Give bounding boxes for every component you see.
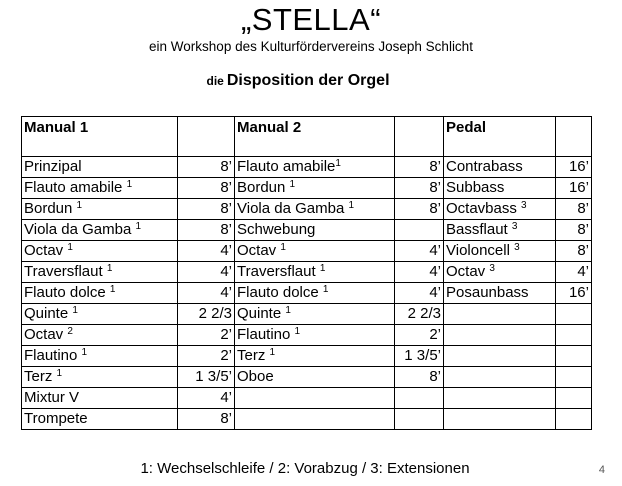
footnote-marker: 1 xyxy=(135,221,142,232)
footage-cell: 8’ xyxy=(395,367,444,388)
table-row xyxy=(22,304,592,325)
footnote-marker: 1 xyxy=(280,242,286,253)
stop-name-cell xyxy=(444,241,556,262)
header-footage-3 xyxy=(556,117,592,157)
stop-name-cell xyxy=(22,367,178,388)
footnote-marker: 2 xyxy=(67,326,73,337)
stop-name-cell xyxy=(235,262,395,283)
stop-name-cell xyxy=(22,346,178,367)
stop-name-cell xyxy=(22,241,178,262)
document-subtitle: ein Workshop des Kulturfördervereins Joseph Schlicht xyxy=(149,39,473,54)
footnote-marker: 3 xyxy=(521,200,527,211)
footage-cell: 4’ xyxy=(395,262,444,283)
stop-name-cell xyxy=(235,199,395,220)
footage-cell: 4’ xyxy=(178,241,235,262)
stop-name-cell xyxy=(235,325,395,346)
stop-name-cell xyxy=(444,220,556,241)
stop-name-cell xyxy=(235,304,395,325)
table-row xyxy=(22,409,592,430)
stop-name-cell xyxy=(235,220,395,241)
stop-name: Terz xyxy=(237,347,270,364)
footnote-marker: 1 xyxy=(81,347,88,358)
footage-cell: 8’ xyxy=(178,157,235,178)
stop-name: Quinte xyxy=(24,305,73,322)
footage-cell: 4’ xyxy=(556,262,592,283)
footnote-marker: 3 xyxy=(489,263,495,274)
stop-name: Subbass xyxy=(446,179,505,196)
footage-cell xyxy=(395,220,444,241)
stop-name: Bordun xyxy=(24,200,77,217)
footage-cell xyxy=(556,409,592,430)
stop-name-cell xyxy=(22,220,178,241)
stop-name: Flauto amabile xyxy=(24,179,127,196)
stop-name: Traversflaut xyxy=(24,263,107,280)
footage-cell xyxy=(556,388,592,409)
stop-name: Flauto amabile xyxy=(237,158,336,175)
table-header-row xyxy=(22,117,592,157)
header-footage-1 xyxy=(178,117,235,157)
stop-name: Flautino xyxy=(24,347,82,364)
section-heading xyxy=(0,71,596,91)
footnote-marker: 1 xyxy=(285,305,291,316)
stop-name-cell xyxy=(22,304,178,325)
footage-cell: 1 3/5’ xyxy=(178,367,235,388)
stop-name-cell xyxy=(22,283,178,304)
stop-name-cell xyxy=(235,388,395,409)
footnote-marker: 1 xyxy=(109,284,116,295)
footnote-marker: 1 xyxy=(335,158,341,169)
stop-name-cell xyxy=(444,157,556,178)
stop-name-cell xyxy=(235,178,395,199)
stop-name-cell xyxy=(235,346,395,367)
stop-name: Traversflaut xyxy=(237,263,320,280)
table-row xyxy=(22,367,592,388)
header-manual-1: Manual 1 xyxy=(22,117,178,157)
footage-cell: 2 2/3 xyxy=(178,304,235,325)
page-number: 4 xyxy=(598,464,605,476)
footage-cell: 2 2/3 xyxy=(395,304,444,325)
stop-name: Mixtur V xyxy=(24,389,80,406)
footnote-marker: 1 xyxy=(294,326,301,337)
footnote-marker: 1 xyxy=(126,179,133,190)
footage-cell: 2’ xyxy=(178,346,235,367)
table-row xyxy=(22,346,592,367)
stop-name: Violoncell xyxy=(446,242,515,259)
stop-name-cell xyxy=(444,325,556,346)
stop-name-cell xyxy=(22,178,178,199)
table-row xyxy=(22,283,592,304)
footage-cell: 8’ xyxy=(178,409,235,430)
footnote-marker: 1 xyxy=(348,200,355,211)
footage-cell: 8’ xyxy=(178,220,235,241)
stop-name-cell xyxy=(444,199,556,220)
footnote-marker: 1 xyxy=(76,200,83,211)
footnote-marker: 1 xyxy=(269,347,276,358)
footage-cell xyxy=(556,346,592,367)
stop-name-cell xyxy=(444,283,556,304)
footage-cell: 4’ xyxy=(178,283,235,304)
stop-name: Quinte xyxy=(237,305,286,322)
stop-name-cell xyxy=(22,388,178,409)
table-row xyxy=(22,157,592,178)
footage-cell: 16’ xyxy=(556,178,592,199)
header-pedal: Pedal xyxy=(444,117,556,157)
stop-name-cell xyxy=(235,283,395,304)
stop-name-cell xyxy=(444,367,556,388)
footnote-marker: 1 xyxy=(67,242,73,253)
stop-name-cell xyxy=(22,262,178,283)
footage-cell: 8’ xyxy=(178,178,235,199)
footage-cell: 8’ xyxy=(178,199,235,220)
footnote-marker: 1 xyxy=(319,263,326,274)
stop-name: Octav xyxy=(24,242,68,259)
stop-name: Schwebung xyxy=(237,221,316,238)
disposition-table xyxy=(21,116,592,430)
disposition-table-body xyxy=(22,117,592,430)
header-footage-2 xyxy=(395,117,444,157)
footnote-marker: 3 xyxy=(514,242,520,253)
footage-cell: 8’ xyxy=(556,241,592,262)
stop-name: Viola da Gamba xyxy=(24,221,136,238)
footage-cell: 4’ xyxy=(395,283,444,304)
footage-cell: 8’ xyxy=(395,199,444,220)
footage-cell: 2’ xyxy=(395,325,444,346)
footage-cell: 4’ xyxy=(395,241,444,262)
table-row xyxy=(22,178,592,199)
footnote-marker: 1 xyxy=(56,368,63,379)
footage-cell: 1 3/5’ xyxy=(395,346,444,367)
footage-cell: 8’ xyxy=(556,199,592,220)
table-row xyxy=(22,199,592,220)
stop-name-cell xyxy=(444,346,556,367)
footnote-marker: 1 xyxy=(72,305,78,316)
stop-name-cell xyxy=(444,178,556,199)
stop-name: Terz xyxy=(24,368,57,385)
header-manual-2: Manual 2 xyxy=(235,117,395,157)
stop-name-cell xyxy=(22,409,178,430)
stop-name: Octavbass xyxy=(446,200,522,217)
footnote: 1: Wechselschleife / 2: Vorabzug / 3: Extensionen xyxy=(140,460,470,477)
document-title: „STELLA“ xyxy=(240,2,382,37)
stop-name-cell xyxy=(444,409,556,430)
stop-name-cell xyxy=(235,157,395,178)
stop-name-cell xyxy=(22,157,178,178)
stop-name-cell xyxy=(22,199,178,220)
footnote-marker: 1 xyxy=(289,179,296,190)
stop-name: Prinzipal xyxy=(24,158,82,175)
stop-name: Flautino xyxy=(237,326,295,343)
stop-name-cell xyxy=(444,262,556,283)
table-row xyxy=(22,220,592,241)
stop-name-cell xyxy=(444,388,556,409)
stop-name: Flauto dolce xyxy=(237,284,323,301)
table-row xyxy=(22,262,592,283)
heading-main: Disposition der Orgel xyxy=(226,72,390,89)
footage-cell: 4’ xyxy=(178,262,235,283)
footnote-marker: 1 xyxy=(106,263,113,274)
table-row xyxy=(22,388,592,409)
stop-name: Flauto dolce xyxy=(24,284,110,301)
stop-name-cell xyxy=(235,241,395,262)
stop-name: Viola da Gamba xyxy=(237,200,349,217)
stop-name-cell xyxy=(22,325,178,346)
heading-prefix: die xyxy=(206,74,224,88)
footage-cell xyxy=(395,409,444,430)
footage-cell xyxy=(395,388,444,409)
stop-name: Octav xyxy=(446,263,490,280)
stop-name-cell xyxy=(235,409,395,430)
stop-name: Bordun xyxy=(237,179,290,196)
footage-cell: 16’ xyxy=(556,157,592,178)
table-row xyxy=(22,325,592,346)
footage-cell: 16’ xyxy=(556,283,592,304)
stop-name: Contrabass xyxy=(446,158,523,175)
footage-cell: 4’ xyxy=(178,388,235,409)
stop-name: Trompete xyxy=(24,410,88,427)
footage-cell: 8’ xyxy=(556,220,592,241)
stop-name-cell xyxy=(444,304,556,325)
footage-cell: 2’ xyxy=(178,325,235,346)
footnote-marker: 3 xyxy=(511,221,518,232)
stop-name: Posaunbass xyxy=(446,284,529,301)
footage-cell xyxy=(556,367,592,388)
stop-name: Bassflaut xyxy=(446,221,512,238)
stop-name: Oboe xyxy=(237,368,274,385)
stop-name-cell xyxy=(235,367,395,388)
footage-cell: 8’ xyxy=(395,157,444,178)
stop-name: Octav xyxy=(24,326,68,343)
footage-cell: 8’ xyxy=(395,178,444,199)
table-row xyxy=(22,241,592,262)
stop-name: Octav xyxy=(237,242,281,259)
footage-cell xyxy=(556,304,592,325)
footnote-marker: 1 xyxy=(322,284,329,295)
footage-cell xyxy=(556,325,592,346)
